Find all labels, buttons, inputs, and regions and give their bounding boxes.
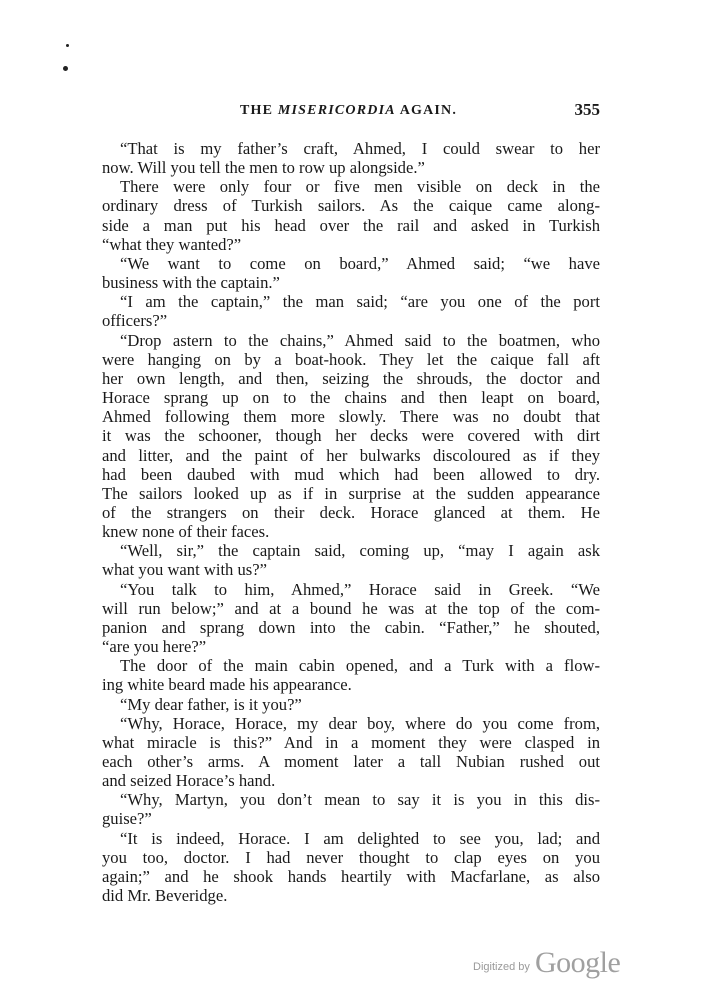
text-line: guise?”: [102, 809, 152, 829]
text-line: There were only four or five men visible on deck in the: [120, 177, 600, 197]
text-line: ordinary dress of Turkish sailors. As the caique came along-: [102, 196, 600, 216]
text-line: again;” and he shook hands heartily with Macfarlane, as also: [102, 866, 600, 886]
google-logo-text: Google: [535, 946, 621, 979]
running-head: [240, 103, 457, 119]
text-line: it was the schooner, though her decks were covered with dirt: [102, 426, 600, 446]
watermark-small-text: Digitized by: [473, 961, 530, 973]
text-line: of the strangers on their deck. Horace glanced at them. He: [102, 502, 600, 522]
margin-speck: [63, 66, 68, 71]
running-head-italic: MISERICORDIA: [277, 103, 396, 118]
text-line: each other’s arms. A moment later a tall Nubian rushed out: [102, 752, 600, 771]
text-line: “You talk to him, Ahmed,” Horace said in Greek. “We: [120, 579, 600, 599]
text-line: “Well, sir,” the captain said, coming up, “may I again ask: [120, 541, 600, 561]
text-line: ing white beard made his appearance.: [102, 675, 352, 695]
text-line: had been daubed with mud which had been allowed to dry.: [102, 464, 600, 484]
text-line: panion and sprang down into the cabin. “Father,” he shouted,: [102, 617, 600, 637]
text-line: “Why, Horace, Horace, my dear boy, where do you come from,: [120, 713, 600, 733]
text-line: “are you here?”: [102, 637, 207, 657]
text-line: Ahmed following them more slowly. There was no doubt that: [102, 407, 600, 427]
text-line: “That is my father’s craft, Ahmed, I could swear to her: [120, 139, 600, 158]
running-head-prefix: THE: [240, 103, 274, 118]
text-line: The door of the main cabin opened, and a Turk with a flow-: [120, 656, 600, 676]
text-line: and seized Horace’s hand.: [102, 771, 276, 791]
text-line: officers?”: [102, 311, 168, 331]
text-line: “It is indeed, Horace. I am delighted to see you, lad; and: [120, 828, 600, 848]
text-line: “Drop astern to the chains,” Ahmed said to the boatmen, who: [120, 330, 600, 350]
text-line: did Mr. Beveridge.: [102, 886, 228, 906]
text-line: “what they wanted?”: [102, 234, 242, 254]
text-line: and litter, and the paint of her bulwarks discoloured as if they: [102, 445, 600, 465]
text-line: you too, doctor. I had never thought to clap eyes on you: [102, 847, 600, 867]
body-text: [102, 139, 600, 905]
page-header: [102, 100, 600, 122]
text-line: “My dear father, is it you?”: [120, 694, 302, 714]
text-line: side a man put his head over the rail and asked in Turkish: [102, 215, 600, 235]
page-number: 355: [574, 100, 600, 119]
text-line: business with the captain.”: [102, 273, 280, 293]
text-line: what miracle is this?” And in a moment they were clasped in: [102, 732, 600, 752]
text-line: what you want with us?”: [102, 560, 267, 580]
text-line: now. Will you tell the men to row up alongside.”: [102, 158, 425, 178]
text-line: The sailors looked up as if in surprise at the sudden appearance: [102, 483, 600, 503]
text-line: her own length, and then, seizing the shrouds, the doctor and: [102, 368, 600, 388]
text-line: were hanging on by a boat-hook. They let the caique fall aft: [102, 349, 600, 369]
text-line: Horace sprang up on to the chains and then leapt on board,: [102, 388, 600, 408]
text-line: “Why, Martyn, you don’t mean to say it is you in this dis-: [120, 790, 600, 810]
digitized-by-google-watermark: [473, 946, 633, 980]
margin-speck: [66, 44, 69, 47]
text-line: “I am the captain,” the man said; “are you one of the port: [120, 292, 600, 312]
text-line: knew none of their faces.: [102, 522, 270, 542]
text-line: will run below;” and at a bound he was at the top of the com-: [102, 598, 600, 618]
text-line: “We want to come on board,” Ahmed said; “we have: [120, 253, 600, 273]
running-head-suffix: AGAIN.: [399, 103, 458, 118]
